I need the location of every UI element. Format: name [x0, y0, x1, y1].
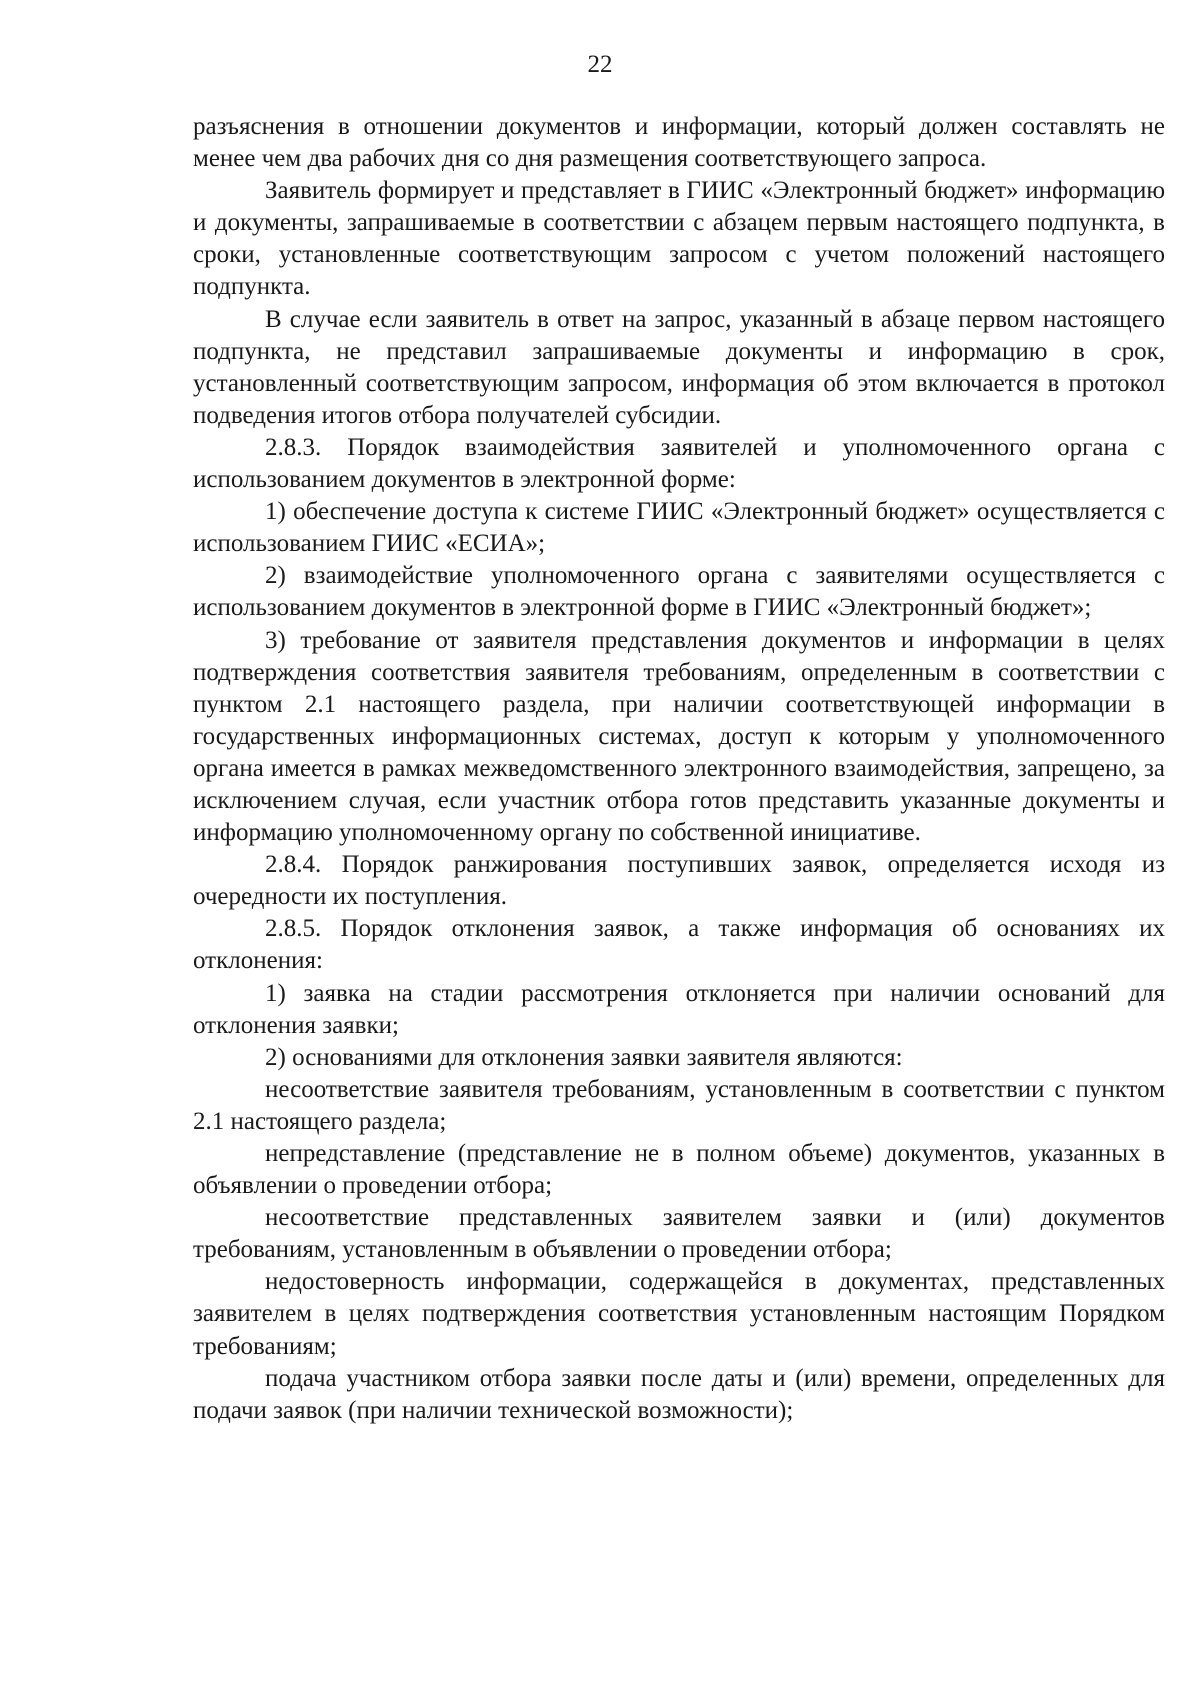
paragraph-2-8-3-item-2: 2) взаимодействие уполномоченного органа с заявителями осуществляется с использованием документов в электронной форме в ГИИС «Электронный бюджет»; [193, 562, 1165, 622]
paragraph-2-8-3-item-3: 3) требование от заявителя представления документов и информации в целях подтверждения соответствия заявителя требованиям, определенным в соответствии с пунктом 2.1 настоящего раздела, при наличии соответствующей информации в государственных информационных системах, доступ к которым у уполномоченного органа имеется в рамках межведомственного электронного взаимодействия, запрещено, за исключением случая, если участник отбора готов представить указанные документы и информацию уполномоченному органу по собственной инициативе. [193, 626, 1165, 847]
paragraph-2-8-5-item-1: 1) заявка на стадии рассмотрения отклоняется при наличии оснований для отклонения заявки; [193, 979, 1165, 1039]
paragraph-2-8-4: 2.8.4. Порядок ранжирования поступивших заявок, определяется исходя из очередности их поступления. [193, 851, 1165, 911]
rejection-ground-missing-documents: непредставление (представление не в полном объеме) документов, указанных в объявлении о проведении отбора; [193, 1140, 1165, 1200]
paragraph-2-8-5: 2.8.5. Порядок отклонения заявок, а также информация об основаниях их отклонения: [193, 915, 1165, 975]
paragraph-2-8-3: 2.8.3. Порядок взаимодействия заявителей и уполномоченного органа с использованием документов в электронной форме: [193, 433, 1165, 494]
paragraph-2-8-5-item-2: 2) основаниями для отклонения заявки заявителя являются: [265, 1043, 903, 1071]
rejection-ground-requirements: несоответствие заявителя требованиям, установленным в соответствии с пунктом 2.1 настоящего раздела; [193, 1075, 1165, 1135]
rejection-ground-inaccurate-information: недостоверность информации, содержащейся в документах, представленных заявителем в целях подтверждения соответствия установленным настоящим Порядком требованиям; [193, 1268, 1165, 1360]
page-number: 22 [587, 51, 613, 78]
paragraph-no-response: В случае если заявитель в ответ на запрос, указанный в абзаце первом настоящего подпункта, не представил запрашиваемые документы и информацию в срок, установленный соответствующим запросом, информация об этом включается в протокол подведения итогов отбора получателей субсидии. [193, 305, 1165, 429]
paragraph-continuation: разъяснения в отношении документов и информации, который должен составлять не менее чем два рабочих дня со дня размещения соответствующего запроса. [193, 113, 1165, 173]
rejection-ground-late-submission: подача участником отбора заявки после даты и (или) времени, определенных для подачи заявок (при наличии технической возможности); [193, 1364, 1165, 1424]
paragraph-2-8-3-item-1: 1) обеспечение доступа к системе ГИИС «Электронный бюджет» осуществляется с использованием ГИИС «ЕСИА»; [193, 498, 1165, 558]
rejection-ground-noncompliant-documents: несоответствие представленных заявителем заявки и (или) документов требованиям, установленным в объявлении о проведении отбора; [193, 1204, 1165, 1264]
paragraph-applicant-submits: Заявитель формирует и представляет в ГИИС «Электронный бюджет» информацию и документы, запрашиваемые в соответствии с абзацем первым настоящего подпункта, в сроки, установленные соответствующим запросом с учетом положений настоящего подпункта. [193, 177, 1165, 301]
document-body [193, 111, 1165, 1427]
